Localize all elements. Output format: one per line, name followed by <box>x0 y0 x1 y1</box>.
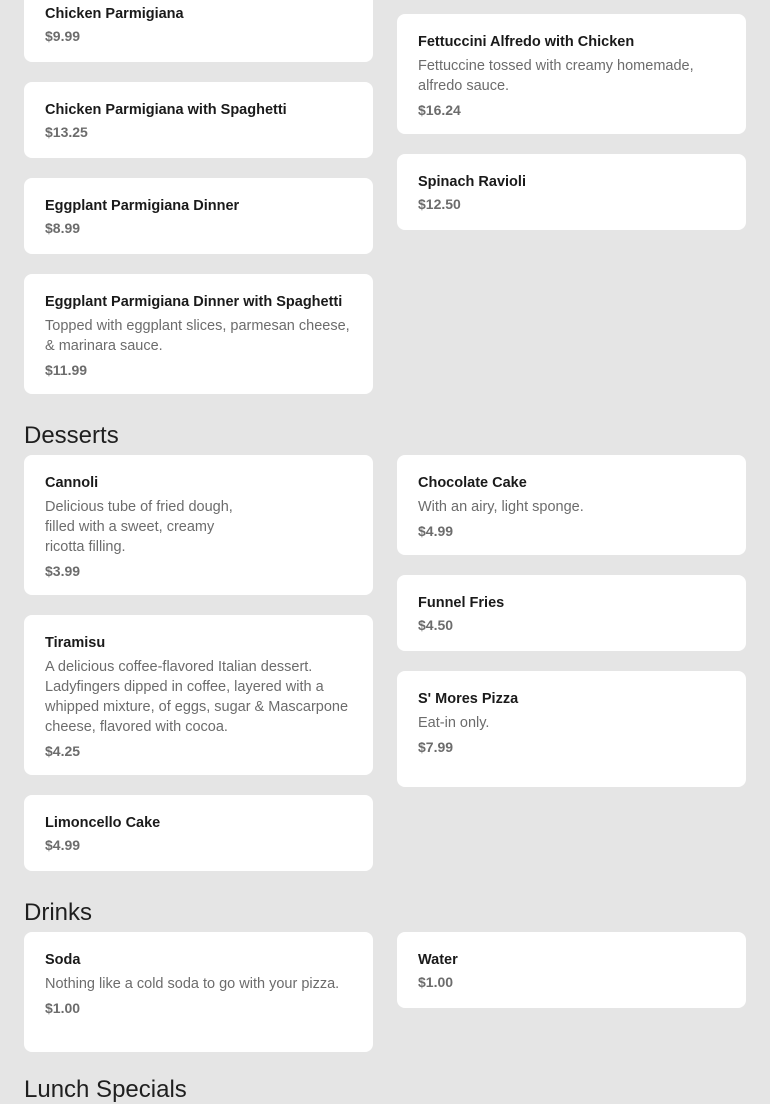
item-description: With an airy, light sponge. <box>418 499 584 515</box>
section-title-lunch-specials: Lunch Specials <box>24 1076 187 1103</box>
item-description: A delicious coffee-flavored Italian dessert. Ladyfingers dipped in coffee, layered with a whipped mixture, of eggs, sugar & Mascarpone cheese, flavored with cocoa. <box>45 659 349 735</box>
menu-item-card-chicken-parmigiana-spaghetti[interactable] <box>24 82 373 158</box>
item-price: $1.00 <box>45 1000 81 1016</box>
item-price: $9.99 <box>45 28 81 44</box>
item-name: Limoncello Cake <box>45 815 161 831</box>
section-title-desserts: Desserts <box>24 422 119 449</box>
item-name: Spinach Ravioli <box>418 174 526 190</box>
item-name: Chocolate Cake <box>418 475 527 491</box>
item-name: Chicken Parmigiana <box>45 6 184 22</box>
item-name: Soda <box>45 952 81 968</box>
item-name: Funnel Fries <box>418 595 505 611</box>
item-name: S' Mores Pizza <box>418 691 519 707</box>
item-description: Eat-in only. <box>418 715 490 731</box>
menu-item-card-chocolate-cake[interactable] <box>397 455 746 555</box>
item-name: Fettuccini Alfredo with Chicken <box>418 34 635 50</box>
item-price: $13.25 <box>45 124 88 140</box>
menu-item-card-eggplant-parmigiana-spaghetti[interactable] <box>24 274 373 394</box>
menu-item-card-spinach-ravioli[interactable] <box>397 154 746 230</box>
menu-item-card-chicken-parmigiana[interactable] <box>24 0 373 62</box>
menu-item-card-fettuccini-alfredo[interactable] <box>397 14 746 134</box>
item-description: Topped with eggplant slices, parmesan cheese, & marinara sauce. <box>45 318 350 354</box>
section-title-drinks: Drinks <box>24 899 93 926</box>
item-price: $4.50 <box>418 617 454 633</box>
item-price: $1.00 <box>418 974 454 990</box>
item-price: $3.99 <box>45 563 81 579</box>
item-name: Cannoli <box>45 475 99 491</box>
menu-item-card-funnel-fries[interactable] <box>397 575 746 651</box>
item-name: Chicken Parmigiana with Spaghetti <box>45 102 287 118</box>
item-price: $16.24 <box>418 102 461 118</box>
item-price: $4.99 <box>418 523 454 539</box>
menu-item-card-limoncello-cake[interactable] <box>24 795 373 871</box>
item-price: $4.99 <box>45 837 81 853</box>
item-price: $12.50 <box>418 196 461 212</box>
menu-item-card-tiramisu[interactable] <box>24 615 373 775</box>
item-price: $8.99 <box>45 220 81 236</box>
item-name: Eggplant Parmigiana Dinner with Spaghetti <box>45 294 343 310</box>
item-price: $4.25 <box>45 743 81 759</box>
item-name: Tiramisu <box>45 635 106 651</box>
item-price: $11.99 <box>45 362 88 378</box>
item-description: Delicious tube of fried dough, filled with a sweet, creamy ricotta filling. <box>45 499 233 555</box>
menu-item-card-cannoli[interactable] <box>24 455 373 595</box>
item-name: Eggplant Parmigiana Dinner <box>45 198 240 214</box>
menu-item-card-soda[interactable] <box>24 932 373 1052</box>
item-price: $7.99 <box>418 739 454 755</box>
item-description: Fettuccine tossed with creamy homemade, alfredo sauce. <box>418 58 694 94</box>
menu-item-card-eggplant-parmigiana-dinner[interactable] <box>24 178 373 254</box>
item-description: Nothing like a cold soda to go with your pizza. <box>45 976 340 992</box>
menu-item-card-water[interactable] <box>397 932 746 1008</box>
menu-item-card-smores-pizza[interactable] <box>397 671 746 787</box>
item-name: Water <box>418 952 458 968</box>
